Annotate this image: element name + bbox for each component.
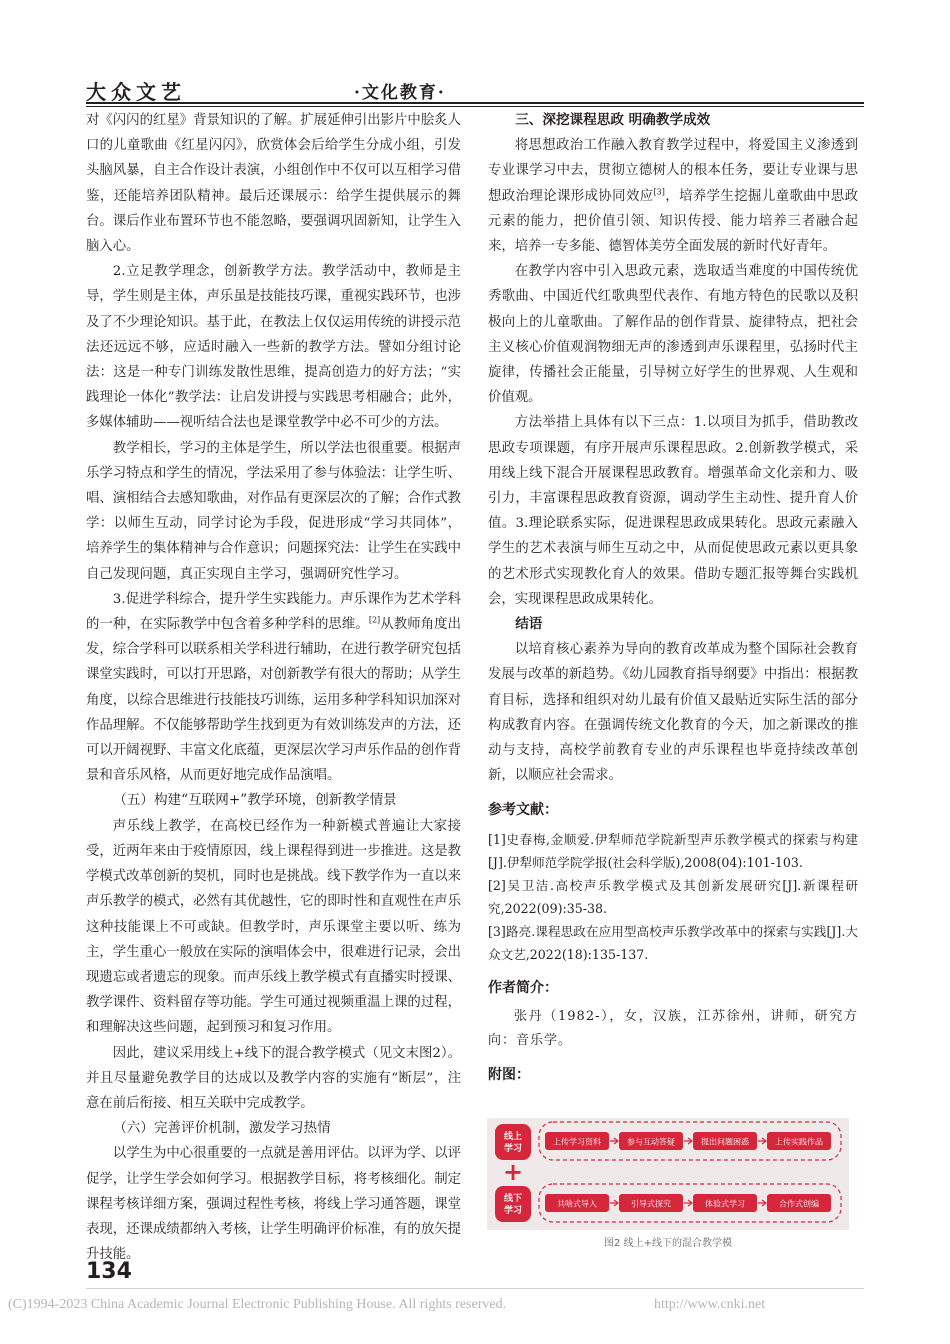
section-title: ·文化教育· [354, 83, 446, 103]
citation: [2] [368, 615, 381, 625]
page-number: 134 [86, 1259, 132, 1284]
paragraph-text: 将思想政治工作融入教育教学过程中，将爱国主义渗透到专业课学习中去，贯彻立德树人的根本任务，要让专业课与思想政治理论课形成协同效应 [488, 138, 858, 204]
subheading: （六）完善评价机制，激发学习热情 [113, 1120, 331, 1137]
online-step-label: 上传实践作品 [775, 1137, 823, 1147]
paragraph: 对《闪闪的红星》背景知识的了解。扩展延伸引出影片中脍炙人口的儿童歌曲《红星闪闪》，欣赏体会后给学生分成小组，引发头脑风暴，自主合作设计表演，小组创作中不仅可以互相学习借鉴，还能培养团队精神。最后还课展示：给学生提供展示的舞台。课后作业布置环节也不能忽略，要强调巩固新知，让学生入脑入心。 [86, 113, 461, 255]
online-label-line2: 学习 [503, 1144, 523, 1154]
offline-steps [545, 1194, 831, 1212]
paragraph-text: ，培养学生挖掘儿童歌曲中思政元素的能力，把价值引领、知识传授、能力培养三者融合起来，培养一专多能、德智体美劳全面发展的新时代好青年。 [488, 188, 859, 255]
right-column [488, 108, 858, 1092]
offline-label-line2: 学习 [503, 1206, 523, 1216]
paragraph: 以学生为中心很重要的一点就是善用评估。以评为学、以评促学，让学生学会如何学习。根据教学目标，将考核细化。制定课程考核详细方案，强调过程性考核，将线上学习通答题，课堂表现，还课成绩都纳入考核，让学生明确评价标准，有的放矢提升技能。 [86, 1146, 461, 1263]
subheading: （五）构建“互联网+”教学环境，创新教学情景 [113, 792, 397, 809]
offline-label-line1: 线下 [503, 1194, 523, 1204]
offline-label-box [495, 1186, 531, 1222]
offline-arrow-icon [610, 1200, 618, 1206]
reference-item: [2]吴卫洁.高校声乐教学模式及其创新发展研究[J].新课程研究,2022(09):35-38. [488, 877, 858, 916]
plus-sign: + [502, 1158, 524, 1186]
paragraph: 以培育核心素养为导向的教育改革成为整个国际社会教育发展与改革的新趋势。《幼儿园教育指导纲要》中指出：根据教育目标，选择和组织对幼儿最有价值又最贴近实际生活的部分构成教育内容。在强调传统文化教育的今天，加之新课改的推动与支持，高校学前教育专业的声乐课程也毕竟持续改革创新，以顺应社会需求。 [488, 642, 858, 784]
diagram-svg [487, 1118, 849, 1230]
page-header [86, 76, 866, 102]
paragraph: 2.立足教学理念，创新教学方法。教学活动中，教师是主导，学生则是主体，声乐虽是技能技巧课，重视实践环节，也涉及了不少理论知识。基于此，在教法上仅仅运用传统的讲授示范法还远远不够，应适时融入一些新的教学方法。譬如分组讨论法：这是一种专门训练发散性思维，提高创造力的好方法；“实践理论一体化”教学法：让启发讲授与实践思考相融合；此外，多媒体辅助——视听结合法也是课堂教学中必不可少的方法。 [86, 264, 461, 431]
offline-arrow-icon [684, 1200, 692, 1206]
paragraph: 教学相长，学习的主体是学生，所以学法也很重要。根据声乐学习特点和学生的情况，学法采用了参与体验法：让学生听、唱、演相结合去感知歌曲，对作品有更深层次的了解；合作式教学：以师生互动，同学讨论为手段，促进形成“学习共同体”，培养学生的集体精神与合作意识；问题探究法：让学生在实践中自己发现问题，真正实现自主学习，强调研究性学习。 [86, 440, 461, 582]
online-label-line1: 线上 [503, 1132, 523, 1142]
paragraph: 在教学内容中引入思政元素，选取适当难度的中国传统优秀歌曲、中国近代红歌典型代表作、有地方特色的民歌以及积极向上的儿童歌曲。了解作品的创作背景、旋律特点，把社会主义核心价值观润物细无声的渗透到声乐课程里，弘扬时代主旋律，传播社会正能量，引导树立好学生的世界观、人生观和价值观。 [488, 264, 858, 406]
online-label-box [495, 1124, 531, 1160]
blended-teaching-diagram [487, 1118, 849, 1230]
online-steps [545, 1132, 831, 1150]
reference-item: [3]路亮.课程思政在应用型高校声乐教学改革中的探索与实践[J].大众文艺,2022(18):135-137. [488, 923, 858, 962]
online-arrow-icon [610, 1138, 618, 1144]
paragraph-text: 3.促进学科综合，提升学生实践能力。声乐课作为艺术学科的一种，在实际教学中包含着多种学科的思维。 [86, 591, 461, 633]
online-step-label: 提出问题困惑 [701, 1137, 749, 1147]
offline-step-label: 合作式创编 [779, 1199, 819, 1209]
offline-step-label: 体验式学习 [705, 1199, 745, 1209]
header-rule [86, 102, 864, 104]
citation: [3] [653, 187, 665, 197]
paragraph [488, 133, 858, 259]
figure-caption: 图2 线上+线下的混合教学模 [604, 1238, 732, 1249]
offline-step-label: 共啥式导入 [557, 1199, 597, 1209]
cnki-link[interactable]: http://www.cnki.net [654, 1297, 766, 1312]
author-bio: 张丹（1982-），女，汉族，江苏徐州，讲师，研究方向：音乐学。 [488, 1008, 858, 1048]
online-step-label: 上传学习资料 [553, 1137, 601, 1147]
offline-arrow-icon [758, 1200, 766, 1206]
conclusion-heading: 结语 [515, 616, 543, 633]
paragraph-text: 从教师角度出发，综合学科可以联系相关学科进行辅助，在进行教学研究包括课堂实践时，可以打开思路，对创新教学有很大的帮助；从学生角度，以综合思维进行技能技巧训练，运用多种学科知识加深对作品理解。不仅能够帮助学生找到更为有效训练发声的方法，还可以开阔视野、丰富文化底蕴，更深层次学习声乐作品的创作背景和音乐风格，从而更好地完成作品演唱。 [86, 617, 461, 784]
offline-step-label: 引导式探究 [631, 1199, 671, 1209]
paragraph: 因此，建议采用线上+线下的混合教学模式（见文末图2）。并且尽量避免教学目的达成以及教学内容的实施有“断层”，注意在前后衔接、相互关联中完成教学。 [86, 1045, 461, 1111]
paragraph [86, 587, 461, 789]
references-heading: 参考文献： [488, 802, 558, 819]
header-rule-thin [86, 106, 864, 107]
reference-item: [1]史春梅,金顺爱.伊犁师范学院新型声乐教学模式的探索与构建[J].伊犁师范学院学报(社会科学版),2008(04):101-103. [488, 831, 858, 870]
online-arrow-icon [758, 1138, 766, 1144]
footer-rule [86, 1288, 864, 1289]
author-heading: 作者简介： [488, 979, 558, 996]
references-list [488, 828, 858, 966]
paragraph: 声乐线上教学，在高校已经作为一种新模式普遍让大家接受，近两年来由于疫情原因，线上课程得到进一步推进。这是教学模式改革创新的契机，同时也是挑战。线下教学作为一直以来声乐教学的模式，必然有其优越性，它的即时性和直观性在声乐这种技能课上不可或缺。但教学时，声乐课堂主要以听、练为主，学生重心一般放在实际的演唱体会中，很难进行记录，会出现遗忘或者遗忘的现象。而声乐线上教学模式有直播实时授课、教学课件、资料留存等功能。学生可通过视频重温上课的过程，和理解决这些问题，起到预习和复习作用。 [86, 818, 461, 1036]
online-arrow-icon [684, 1138, 692, 1144]
paragraph: 方法举措上具体有以下三点：1.以项目为抓手，借助教改思政专项课题，有序开展声乐课程思政。2.创新教学模式，采用线上线下混合开展课程思政教育。增强革命文化亲和力、吸引力，丰富课程思政教育资源，调动学生主动性、提升育人价值。3.理论联系实际，促进课程思政成果转化。思政元素融入学生的艺术表演与师生互动之中，从而促使思政元素以更具象的艺术形式实现教化育人的效果。借助专题汇报等舞台实践机会，实现课程思政成果转化。 [488, 415, 858, 607]
left-column [86, 108, 461, 1267]
section-heading: 三、深挖课程思政 明确教学成效 [515, 112, 711, 128]
online-step-label: 参与互动答疑 [627, 1137, 675, 1147]
copyright-text: (C)1994-2023 China Academic Journal Electronic Publishing House. All rights reserved. [8, 1297, 507, 1312]
figure-heading: 附图： [488, 1066, 530, 1083]
magazine-title: 大众文艺 [86, 80, 186, 104]
